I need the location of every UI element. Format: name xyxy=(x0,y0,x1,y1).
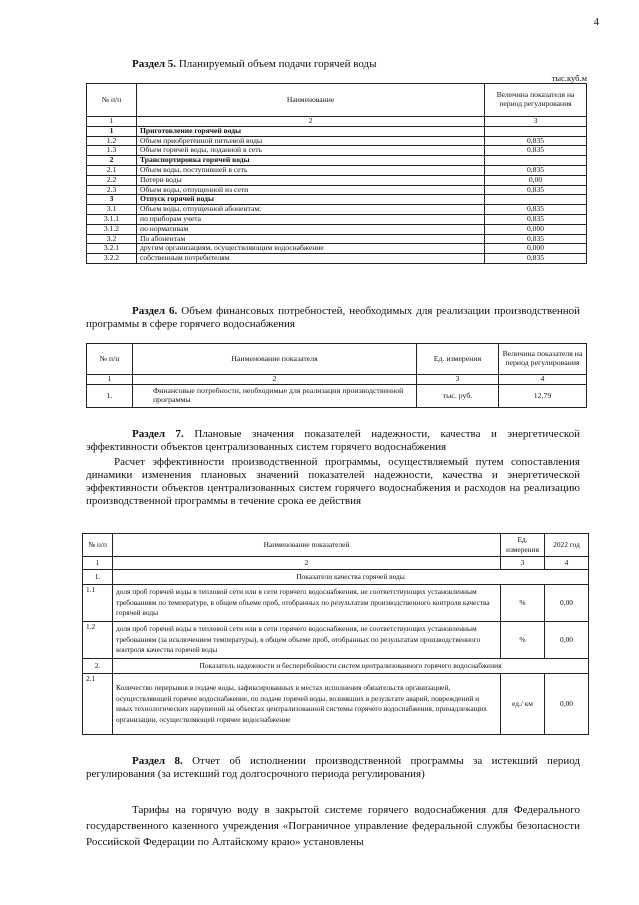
section8-heading xyxy=(86,755,580,781)
section6-title: Объем финансовых потребностей, необходимых для реализации производственной программы в сфере горячего водоснабжения xyxy=(86,305,581,330)
table-row xyxy=(83,585,589,622)
row-name: Приготовление горячей воды xyxy=(137,126,485,136)
table-row xyxy=(87,126,587,136)
row-name: Финансовые потребности, необходимые для реализации производственной программы xyxy=(133,385,417,408)
row-num: 2.3 xyxy=(87,185,137,195)
table-row xyxy=(87,254,587,264)
row-num: 3.1.1 xyxy=(87,214,137,224)
table-row xyxy=(83,674,589,735)
colnum-2: 2 xyxy=(113,557,501,570)
table-row xyxy=(87,146,587,156)
table-row xyxy=(87,234,587,244)
row-unit: ед./ км xyxy=(501,674,545,735)
page-number: 4 xyxy=(593,16,599,28)
row-num: 2.1 xyxy=(83,674,113,735)
table-row xyxy=(87,156,587,166)
row-num: 3.2 xyxy=(87,234,137,244)
colnum-3: 3 xyxy=(417,375,499,385)
row-name: Объем приобретенной питьевой воды xyxy=(137,136,485,146)
row-name: По абонентам xyxy=(137,234,485,244)
closing-paragraph: Тарифы на горячую воду в закрытой системе горячего водоснабжения для Федерального государственного казенного учреждения «Пограничное управление федеральной службы безопасности Российской Федерации по Алтайскому краю» установлены xyxy=(86,804,580,848)
colnum-2: 2 xyxy=(137,117,485,127)
row-num: 1. xyxy=(87,385,133,408)
row-num: 1.2 xyxy=(87,136,137,146)
section5-table xyxy=(86,83,587,264)
row-name: Объем воды, отпущенной абонентам: xyxy=(137,205,485,215)
row-value xyxy=(485,195,587,205)
row-value xyxy=(485,156,587,166)
section5-heading xyxy=(132,58,377,71)
table-row xyxy=(87,224,587,234)
group2-title: Показатель надежности и бесперебойности систем централизованного горячего водоснабжения xyxy=(113,659,589,674)
row-name: по приборам учета xyxy=(137,214,485,224)
header-name: Наименование показателей xyxy=(113,534,501,557)
colnum-1: 1 xyxy=(87,375,133,385)
section6-table xyxy=(86,343,587,408)
row-value: 0,00 xyxy=(545,622,589,659)
row-value: 0,835 xyxy=(485,254,587,264)
column-number-row xyxy=(87,375,587,385)
row-num: 1 xyxy=(87,126,137,136)
table-row xyxy=(87,136,587,146)
row-num: 3.1.2 xyxy=(87,224,137,234)
header-num: № п/п xyxy=(87,344,133,375)
header-name: Наименование xyxy=(137,84,485,117)
table-row xyxy=(87,244,587,254)
row-value: 0,835 xyxy=(485,214,587,224)
section7-label: Раздел 7. xyxy=(132,428,184,440)
header-name: Наименование показателя xyxy=(133,344,417,375)
section7-title: Плановые значения показателей надежности, качества и энергетической эффективности объектов централизованных систем горячего водоснабжения xyxy=(86,428,581,453)
row-num: 1.2 xyxy=(83,622,113,659)
row-num: 2.2 xyxy=(87,175,137,185)
colnum-1: 1 xyxy=(83,557,113,570)
row-unit: % xyxy=(501,585,545,622)
row-value: 0,00 xyxy=(545,585,589,622)
row-name: Потери воды xyxy=(137,175,485,185)
header-unit: Ед. измерения xyxy=(417,344,499,375)
header-value: Величина показателя на период регулирования xyxy=(499,344,587,375)
colnum-4: 4 xyxy=(499,375,587,385)
row-value: 12,79 xyxy=(499,385,587,408)
colnum-4: 4 xyxy=(545,557,589,570)
table-row xyxy=(87,165,587,175)
colnum-2: 2 xyxy=(133,375,417,385)
table-row xyxy=(87,205,587,215)
table-row xyxy=(87,214,587,224)
header-num: № п/п xyxy=(83,534,113,557)
section5-label: Раздел 5. xyxy=(132,58,177,70)
table-header-row xyxy=(87,344,587,375)
row-num: 2.1 xyxy=(87,165,137,175)
group-row xyxy=(83,570,589,585)
section6-heading xyxy=(86,305,580,331)
table-header-row xyxy=(83,534,589,557)
colnum-1: 1 xyxy=(87,117,137,127)
row-value: 0,835 xyxy=(485,205,587,215)
group-row xyxy=(83,659,589,674)
row-num: 3 xyxy=(87,195,137,205)
row-name: Объем горячей воды, поданной в сеть xyxy=(137,146,485,156)
row-num: 1.1 xyxy=(83,585,113,622)
row-value: 0,835 xyxy=(485,234,587,244)
row-name: Объем воды, поступившей в сеть xyxy=(137,165,485,175)
row-value: 0,00 xyxy=(545,674,589,735)
section6-label: Раздел 6. xyxy=(132,305,178,317)
row-value: 0,835 xyxy=(485,165,587,175)
section8-title: Отчет об исполнении производственной программы за истекший период регулирования (за истекший год долгосрочного периода регулирования) xyxy=(86,755,580,780)
row-name: собственным потребителям xyxy=(137,254,485,264)
row-num: 3.1 xyxy=(87,205,137,215)
group1-title: Показатели качества горячей воды xyxy=(113,570,589,585)
section5-units: тыс.куб.м xyxy=(551,73,587,83)
group1-num: 1. xyxy=(83,570,113,585)
row-num: 2 xyxy=(87,156,137,166)
colnum-3: 3 xyxy=(485,117,587,127)
row-name: Объем воды, отпущенной из сети xyxy=(137,185,485,195)
table-row xyxy=(87,385,587,408)
table-row xyxy=(87,185,587,195)
colnum-3: 3 xyxy=(501,557,545,570)
header-unit: Ед. измерения xyxy=(501,534,545,557)
column-number-row xyxy=(87,117,587,127)
section7-paragraph: Расчет эффективности производственной программы, осуществляемый путем сопоставления динамики изменения плановых значений показателей надежности, качества и энергетической эффективности объектов централизованных систем горячего водоснабжения и расходов на реализацию производственной программы в течение срока ее действия xyxy=(86,456,580,507)
row-unit: % xyxy=(501,622,545,659)
table-row xyxy=(83,622,589,659)
row-num: 3.2.1 xyxy=(87,244,137,254)
row-value: 0,835 xyxy=(485,185,587,195)
row-unit: тыс. руб. xyxy=(417,385,499,408)
row-name: Количество перерывов в подаче воды, зафиксированных в местах исполнения обязательств организацией, осуществляющей горячее водоснабжение, по подаче горячей воды, возникших в результате аварий, повреждений и иных технологических нарушений на объектах централизованной системы горячего водоснабжения, принадлежащих организации, осуществляющей горячее водоснабжение xyxy=(113,674,501,735)
header-year: 2022 год xyxy=(545,534,589,557)
row-name: Транспортировка горячей воды xyxy=(137,156,485,166)
table-row xyxy=(87,195,587,205)
row-value: 0,835 xyxy=(485,146,587,156)
table-row xyxy=(87,175,587,185)
row-value: 0,000 xyxy=(485,224,587,234)
row-num: 3.2.2 xyxy=(87,254,137,264)
row-num: 1.3 xyxy=(87,146,137,156)
column-number-row xyxy=(83,557,589,570)
row-value xyxy=(485,126,587,136)
section8-label: Раздел 8. xyxy=(132,755,183,767)
section7-table xyxy=(82,533,589,735)
row-name: доля проб горячей воды в тепловой сети или в сети горячего водоснабжения, не соответствующих установленным требованиям по температуре, в общем объеме проб, отобранных по результатам производственного контроля качества горячей воды xyxy=(113,585,501,622)
row-value: 0,000 xyxy=(485,244,587,254)
row-name: Отпуск горячей воды xyxy=(137,195,485,205)
row-value: 0,00 xyxy=(485,175,587,185)
header-num: № п/п xyxy=(87,84,137,117)
row-name: доля проб горячей воды в тепловой сети или в сети горячего водоснабжения, не соответствующих установленным требованиям (за исключением температуры), в общем объеме проб, отобранных по результатам производственного контроля качества горячей воды xyxy=(113,622,501,659)
table-header-row xyxy=(87,84,587,117)
row-value: 0,835 xyxy=(485,136,587,146)
row-name: по нормативам xyxy=(137,224,485,234)
section5-title: Планируемый объем подачи горячей воды xyxy=(178,58,377,70)
header-value: Величина показателя на период регулирования xyxy=(485,84,587,117)
group2-num: 2. xyxy=(83,659,113,674)
section7-heading xyxy=(86,428,580,454)
row-name: другим организациям, осуществляющим водоснабжение xyxy=(137,244,485,254)
